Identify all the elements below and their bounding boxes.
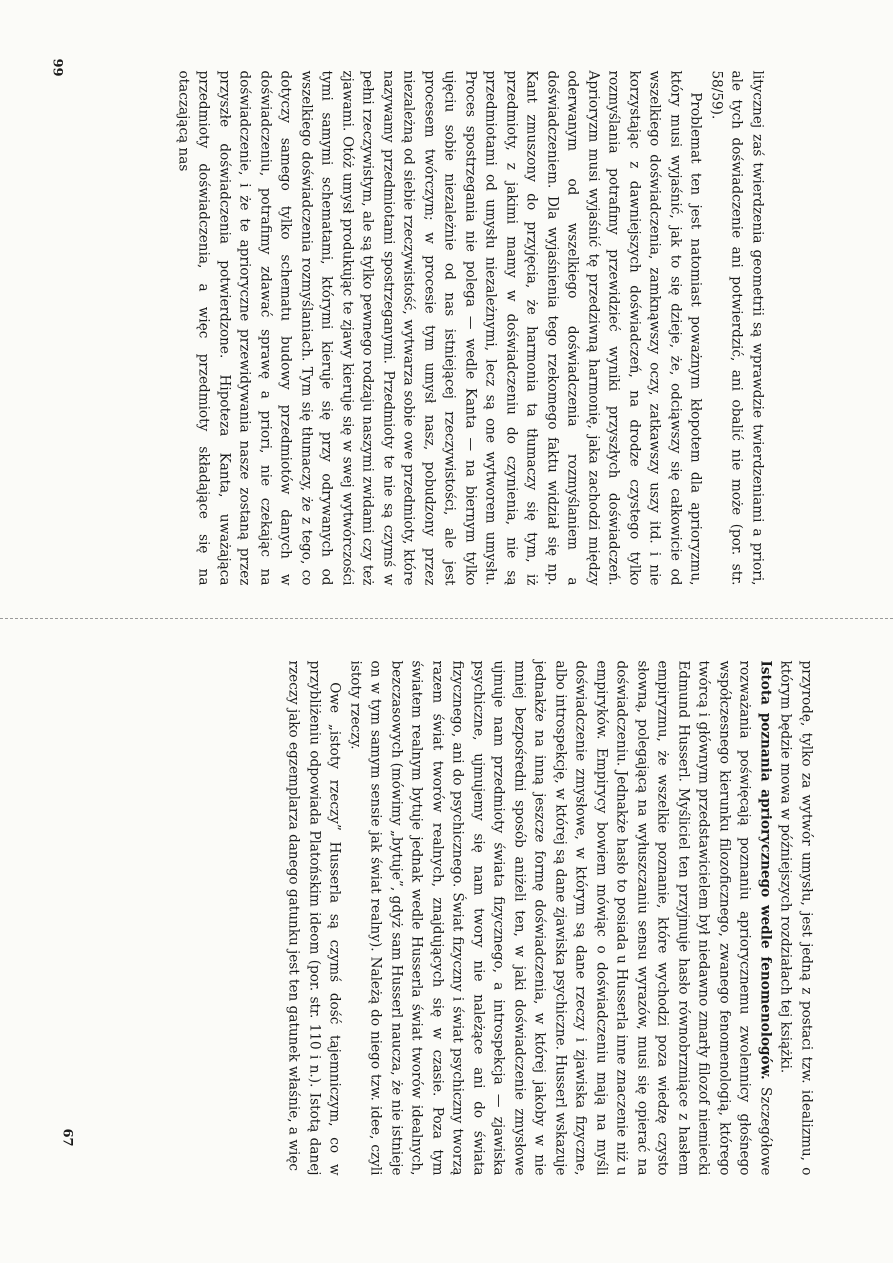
left-paragraph-2: Problemat ten jest natomiast poważnym kłopotem dla aprioryzmu, który musi wyjaśnić, jak to się dzieje, że, odciąwszy się całkowicie od wszelkiego doświadczenia, zamknąwszy oczy, zatkawszy uszy itd. i nie korzystając z dawniejszych doświadczeń, na drodze czystego tylko rozmyślania potrafimy przewidzieć wyniki przyszłych doświadczeń. Aprioryzm musi wyjaśnić tę przedziwną harmonię, jaka zachodzi między oderwanym od wszelkiego doświadczenia rozmyślaniem a doświadczeniem. Dla wyjaśnienia tego rzekomego faktu widział się np. Kant zmuszony do przyjęcia, że harmonia ta tłumaczy się tym, iż przedmioty, z jakimi mamy w doświadczeniu do czynienia, nie są przedmiotami od umysłu niezależnymi, lecz są one wytworem umysłu. Proces spostrzegania nie polega — wedle Kanta — na biernym tylko ujęciu sobie niezależnie od nas istniejącej rzeczywistości, ale jest procesem twórczym; w procesie tym umysł nasz, pobudzony przez niezależną od siebie rzeczywistość, wytwarza sobie owe przedmioty, które nazywamy przedmiotami spostrzeganymi. Przedmioty te nie są czymś w pełni rzeczywistym, ale są tylko pewnego rodzaju naszymi zwidami czy też zjawami. Otóż umysł produkując te zjawy kieruje się w swej wytwórczości tymi samymi schematami, którymi kieruje się przy odrywanych od wszelkiego doświadczenia rozmyślaniach. Tym się tłumaczy, że z tego, co dotyczy samego tylko schematu budowy przedmiotów danych w doświadczeniu, potrafimy zdawać sprawę a priori, nie czekając na doświadczenie, i że te aprioryczne przewidywania nasze zostaną przez przyszłe doświadczenia potwierdzone. Hipoteza Kanta, uważająca przedmioty doświadczenia, a więc przedmioty składające się na otaczającą nas bbox=[175, 70, 704, 586]
right-paragraph-1: przyrodę, tylko za wytwór umysłu, jest jedną z postaci tzw. idealizmu, o którym będzie mowa w późniejszych rozdziałach tej książki. bbox=[778, 660, 815, 1176]
right-section-paragraph bbox=[345, 661, 776, 1176]
page-fold-divider bbox=[0, 618, 893, 619]
right-paragraph-3: Owe „istoty rzeczy” Husserla są czymś dość tajemniczym, co w przybliżeniu odpowiada Platońskim ideom (por. str. 110 i n.). Istotą danej rzeczy jako egzemplarza danego gatunku jest ten gatunek właśnie, a więc bbox=[286, 660, 343, 1176]
section-heading-body: Szczegółowe rozważania poświęcają poznaniu apriorycznemu zwolennicy głośnego współczesnego kierunku filozoficznego, zwanego fenomenologią, którego twórcą i głównym przedstawicielem był niedawno zmarły filozof niemiecki Edmund Husserl. Myśliciel ten przyjmuje hasło równobrzmiące z hasłem empiryzmu, że wszelkie poznanie, które wychodzi poza wiedzę czysto słowną, polegającą na wyłuszczaniu sensu wyrazów, musi się opierać na doświadczeniu. Jednakże hasło to posiada u Husserla inne znaczenie niż u empiryków. Empirycy bowiem mówiąc o doświadczeniu mają na myśli doświadczenie zmysłowe, w którym są dane rzeczy i zjawiska fizyczne, albo introspekcję, w której są dane zjawiska psychiczne. Husserl wskazuje jednakże na inną jeszcze formę doświadczenia, w której jakoby w nie mniej bezpośredni sposób aniżeli ten, w jaki doświadczenie zmysłowe ujmuje nam przedmioty świata fizycznego, a introspekcja — zjawiska psychiczne, ujmujemy się nam twory nie należące ani do świata fizycznego, ani do psychicznego. Świat fizyczny i świat psychiczny tworzą razem świat tworów realnych, znajdujących się w czasie. Poza tym światem realnym bytuje jednak wedle Husserla świat tworów idealnych, bezczasowych (mówimy „bytuje”, gdyż sam Husserl naucza, że nie istnieje on w tym samym sensie jak świat realny). Należą do niego tzw. idee, czyli istoty rzeczy. bbox=[347, 660, 774, 1176]
left-page-text bbox=[173, 71, 768, 586]
right-page-text bbox=[284, 661, 817, 1176]
left-page-number: 99 bbox=[49, 58, 65, 77]
right-page-number: 67 bbox=[59, 1128, 75, 1147]
left-paragraph-1: litycznej zaś twierdzenia geometrii są wprawdzie twierdzeniami a priori, ale tych doświadczenie ani potwierdzić, ani obalić nie może (por. str. 58/59). bbox=[708, 70, 766, 586]
section-heading: Istota poznania apriorycznego wedle fenomenologów. bbox=[757, 660, 774, 1080]
